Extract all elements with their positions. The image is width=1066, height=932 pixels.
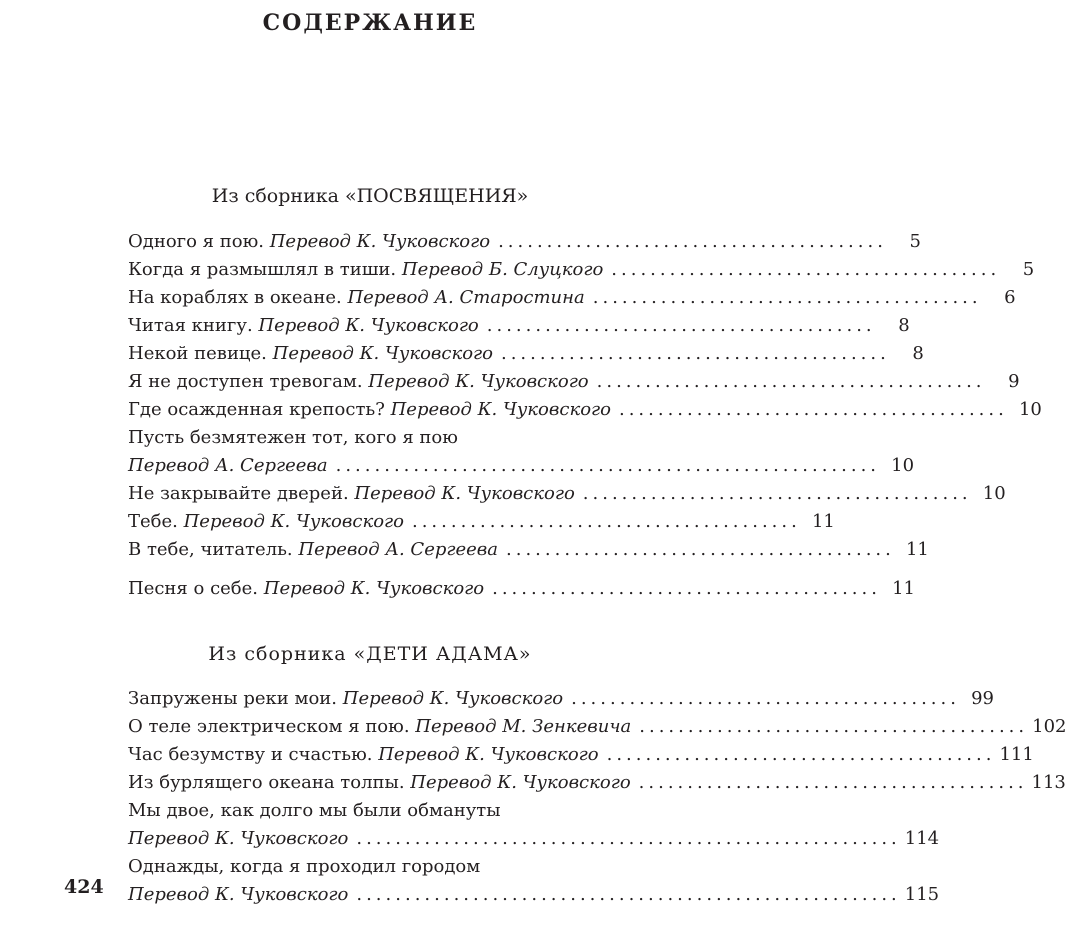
entry-page: 102 [1032, 716, 1066, 737]
toc-entry [128, 228, 921, 256]
entry-translator: Перевод К. Чуковского [128, 884, 349, 905]
entry-title: Одного я пою. [128, 231, 264, 252]
entry-title: На кораблях в океане. [128, 287, 342, 308]
entry-page: 11 [811, 511, 835, 532]
entry-title: В тебе, читатель. [128, 539, 293, 560]
dot-leader: ........................................ [571, 688, 960, 709]
entry-title: Мы двое, как долго мы были обмануты [128, 800, 501, 821]
dot-leader: ........................................ [611, 259, 1001, 280]
toc-entry [128, 508, 835, 536]
toc-entry [128, 424, 915, 480]
entry-translator: Перевод К. Чуковского [258, 315, 479, 336]
entry-page: 6 [1004, 287, 1016, 308]
entry-translator: Перевод М. Зенкевича [415, 716, 632, 737]
toc-entry [128, 853, 940, 909]
toc-entry [128, 536, 929, 564]
entry-page: 115 [904, 884, 940, 905]
entry-translator: Перевод А. Старостина [347, 287, 585, 308]
entry-translator: Перевод К. Чуковского [378, 744, 599, 765]
toc-entry [128, 769, 1066, 797]
toc-entry [128, 340, 924, 368]
entry-page: 11 [905, 539, 929, 560]
entry-page: 5 [1022, 259, 1035, 280]
dot-leader: ........................................ [486, 315, 876, 336]
dot-leader: ........................................ [582, 483, 972, 504]
entry-title: Из бурлящего океана толпы. [128, 772, 405, 793]
entry-page: 8 [898, 315, 910, 336]
entry-title: Читая книгу. [128, 315, 253, 336]
entry-translator: Перевод Б. Слуцкого [401, 259, 604, 280]
entry-page: 10 [891, 455, 915, 476]
toc-entry [128, 396, 1042, 424]
entry-page: 99 [971, 688, 994, 709]
dot-leader: ........................................ [618, 399, 1008, 420]
entry-translator: Перевод К. Чуковского [183, 511, 404, 532]
toc-entry [128, 741, 1034, 769]
toc-entry [128, 312, 910, 340]
entry-title: Час безумству и счастью. [128, 744, 373, 765]
dot-leader: ........................................ [492, 578, 881, 599]
dot-leader: ........................................ [592, 287, 982, 308]
entry-page: 111 [999, 744, 1034, 765]
entry-title: Где осажденная крепость? [128, 399, 385, 420]
entry-title: О теле электрическом я пою. [128, 716, 410, 737]
entry-title: Я не доступен тревогам. [128, 371, 363, 392]
toc-entry [128, 713, 1066, 741]
toc-entry [128, 256, 1035, 284]
entry-translator: Перевод К. Чуковского [272, 343, 493, 364]
entry-translator: Перевод К. Чуковского [128, 828, 349, 849]
dot-leader: ........................................ [639, 716, 1029, 737]
toc-entry [128, 575, 915, 603]
dot-leader: ........................................ [411, 511, 801, 532]
dot-leader: ........................................ [500, 343, 890, 364]
entry-page: 9 [1008, 371, 1020, 392]
toc-entry [128, 797, 940, 853]
section-heading: Из сборника «ПОСВЯЩЕНИЯ» [211, 185, 529, 207]
toc-entry [128, 480, 1006, 508]
entry-title: Когда я размышлял в тиши. [128, 259, 397, 280]
page-title: СОДЕРЖАНИЕ [262, 10, 478, 36]
entry-title: Тебе. [128, 511, 178, 532]
entry-title: Запружены реки мои. [128, 688, 338, 709]
entry-page: 5 [909, 231, 921, 252]
entry-translator: Перевод А. Сергеева [128, 455, 328, 476]
entry-page: 114 [904, 828, 940, 849]
entry-page: 113 [1031, 772, 1066, 793]
dot-leader: ........................................ [506, 539, 895, 560]
entry-translator: Перевод К. Чуковского [342, 688, 564, 709]
section-heading: Из сборника «ДЕТИ АДАМА» [208, 643, 532, 665]
entry-page: 11 [892, 578, 915, 599]
entry-title: Не закрывайте дверей. [128, 483, 349, 504]
dot-leader: ........................................ [606, 744, 996, 765]
entry-title: Некой певице. [128, 343, 267, 364]
entry-translator: Перевод А. Сергеева [298, 539, 498, 560]
dot-leader: ........................................................ [335, 455, 881, 476]
entry-page: 8 [912, 343, 924, 364]
entry-title: Однажды, когда я проходил городом [128, 856, 481, 877]
entry-translator: Перевод К. Чуковского [263, 578, 485, 599]
page-number: 424 [64, 876, 104, 898]
toc-entry [128, 685, 994, 713]
dot-leader: ........................................................ [356, 884, 901, 905]
entry-page: 10 [982, 483, 1006, 504]
entry-title: Пусть безмятежен тот, кого я пою [128, 427, 458, 448]
dot-leader: ........................................ [596, 371, 986, 392]
entry-translator: Перевод К. Чуковского [354, 483, 575, 504]
entry-title: Песня о себе. [128, 578, 259, 599]
entry-translator: Перевод К. Чуковского [390, 399, 611, 420]
entry-translator: Перевод К. Чуковского [410, 772, 631, 793]
entry-translator: Перевод К. Чуковского [269, 231, 491, 252]
dot-leader: ........................................................ [356, 828, 901, 849]
entry-translator: Перевод К. Чуковского [368, 371, 589, 392]
dot-leader: ........................................ [498, 231, 887, 252]
toc-entry [128, 368, 1020, 396]
dot-leader: ........................................ [638, 772, 1028, 793]
toc-entry [128, 284, 1016, 312]
entry-page: 10 [1018, 399, 1042, 420]
